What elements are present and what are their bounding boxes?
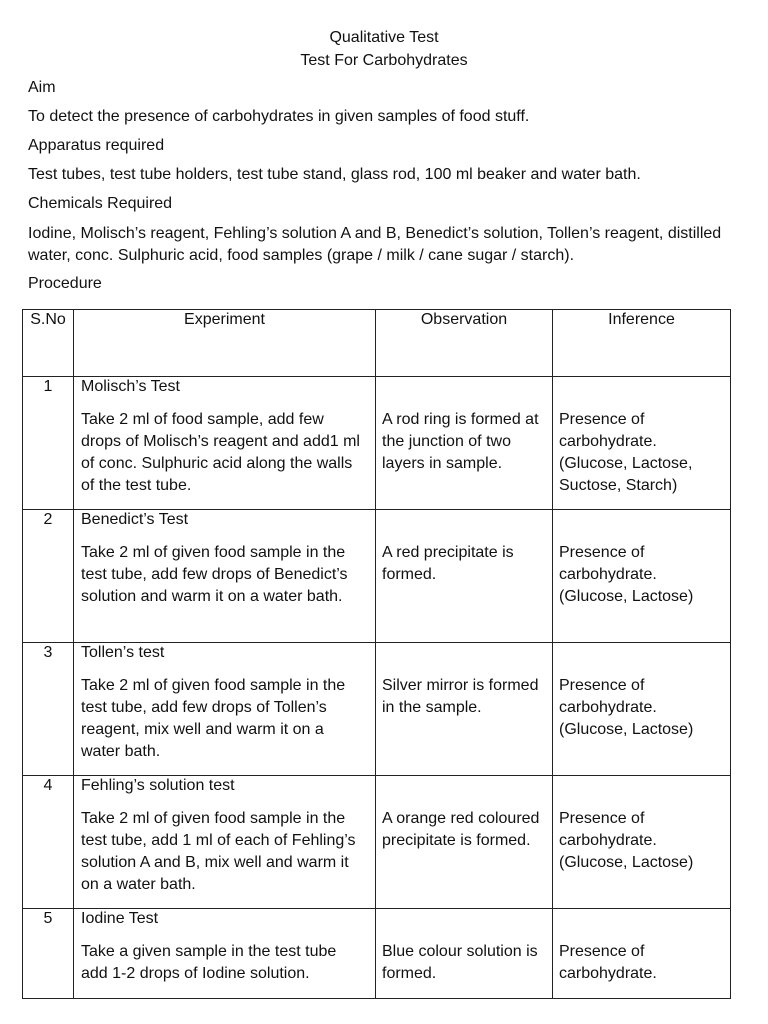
experiment-cell [74,377,376,510]
table-row [23,909,731,999]
inference-cell: Presence of carbohydrate. (Glucose, Lactose) [553,776,731,909]
sno-cell: 3 [23,643,74,776]
observation-cell: Silver mirror is formed in the sample. [376,643,553,776]
experiment-cell [74,643,376,776]
experiment-name: Molisch’s Test [81,378,180,395]
sno-cell: 5 [23,909,74,999]
document-title [0,26,768,72]
aim-text: To detect the presence of carbohydrates in given samples of food stuff. [28,108,530,125]
observation-cell: A red precipitate is formed. [376,510,553,643]
experiment-procedure: Take 2 ml of given food sample in the test tube, add few drops of Benedict’s solution and warm it on a water bath. [81,544,348,605]
observation-cell: A orange red coloured precipitate is formed. [376,776,553,909]
sno-cell: 4 [23,776,74,909]
experiment-cell [74,776,376,909]
apparatus-text: Test tubes, test tube holders, test tube stand, glass rod, 100 ml beaker and water bath. [28,166,641,183]
experiment-procedure: Take 2 ml of given food sample in the test tube, add few drops of Tollen’s reagent, mix well and warm it on a water bath. [81,677,346,760]
procedure-heading: Procedure [28,275,102,292]
sno-cell: 1 [23,377,74,510]
experiment-name: Tollen’s test [81,644,165,661]
observation-cell: Blue colour solution is formed. [376,909,553,999]
table-row [23,377,731,510]
inference-cell: Presence of carbohydrate. [553,909,731,999]
title-line-1: Qualitative Test [329,29,439,46]
experiment-procedure: Take a given sample in the test tube add 1-2 drops of Iodine solution. [81,943,337,982]
table-row [23,776,731,909]
inference-cell: Presence of carbohydrate. (Glucose, Lactose) [553,510,731,643]
observation-cell: A rod ring is formed at the junction of two layers in sample. [376,377,553,510]
table-row [23,510,731,643]
aim-heading: Aim [28,79,56,96]
experiment-name: Iodine Test [81,910,159,927]
procedure-table [22,309,731,999]
experiment-name: Benedict’s Test [81,511,189,528]
title-line-2: Test For Carbohydrates [300,52,468,69]
header-experiment: Experiment [74,310,376,377]
header-sno: S.No [23,310,74,377]
header-inference: Inference [553,310,731,377]
apparatus-heading: Apparatus required [28,137,165,154]
experiment-procedure: Take 2 ml of given food sample in the test tube, add 1 ml of each of Fehling’s solution A and B, mix well and warm it on a water bath. [81,810,356,893]
inference-cell: Presence of carbohydrate. (Glucose, Lactose) [553,643,731,776]
header-observation: Observation [376,310,553,377]
experiment-cell [74,510,376,643]
experiment-name: Fehling’s solution test [81,777,235,794]
chemicals-heading: Chemicals Required [28,195,173,212]
inference-cell: Presence of carbohydrate. (Glucose, Lactose, Suctose, Starch) [553,377,731,510]
chemicals-text: Iodine, Molisch’s reagent, Fehling’s solution A and B, Benedict’s solution, Tollen’s reagent, distilled water, conc. Sulphuric acid, food samples (grape / milk / cane sugar / starch). [28,225,722,264]
experiment-procedure: Take 2 ml of food sample, add few drops of Molisch’s reagent and add1 ml of conc. Sulphuric acid along the walls of the test tube. [81,411,360,494]
sno-cell: 2 [23,510,74,643]
table-header-row [23,310,731,377]
table-row [23,643,731,776]
experiment-cell [74,909,376,999]
